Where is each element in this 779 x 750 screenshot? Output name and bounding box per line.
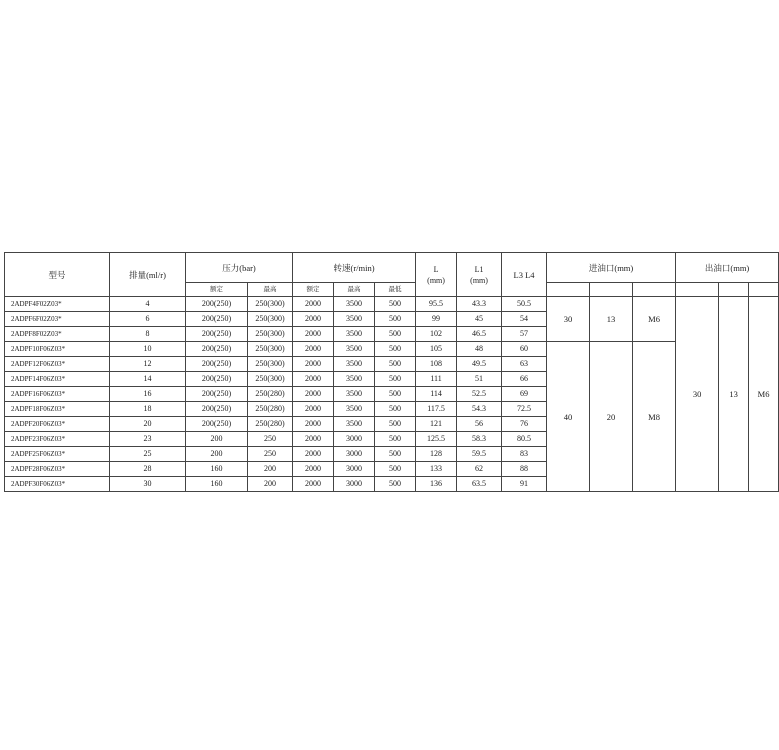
length-l-cell: 128 <box>416 447 457 462</box>
model-cell: 2ADPF20F06Z03* <box>5 417 110 432</box>
speed-min-cell: 500 <box>375 462 416 477</box>
model-cell: 2ADPF16F06Z03* <box>5 387 110 402</box>
length-l-cell: 105 <box>416 342 457 357</box>
speed-min-header: 最低 <box>375 283 416 297</box>
pressure-max-cell: 250(300) <box>248 342 293 357</box>
length-l1-cell: 46.5 <box>457 327 502 342</box>
length-l1-cell: 62 <box>457 462 502 477</box>
inlet-sub-c <box>633 283 676 297</box>
length-l1-cell: 48 <box>457 342 502 357</box>
pressure-max-cell: 250(280) <box>248 417 293 432</box>
outlet-sub-c <box>749 283 779 297</box>
speed-min-cell: 500 <box>375 342 416 357</box>
speed-max-cell: 3500 <box>334 312 375 327</box>
speed-rated-cell: 2000 <box>293 372 334 387</box>
speed-max-cell: 3500 <box>334 342 375 357</box>
pump-spec-table <box>4 252 779 492</box>
outlet-sub-b <box>719 283 749 297</box>
pressure-rated-cell: 200(250) <box>186 417 248 432</box>
length-l-cell: 136 <box>416 477 457 492</box>
length-l3l4-cell: 91 <box>502 477 547 492</box>
length-l-label: L <box>433 264 439 274</box>
pressure-max-cell: 250(300) <box>248 297 293 312</box>
length-l1-cell: 43.3 <box>457 297 502 312</box>
inlet-group2-b: 20 <box>590 342 633 492</box>
model-header: 型号 <box>5 253 110 297</box>
speed-rated-cell: 2000 <box>293 417 334 432</box>
speed-rated-header: 额定 <box>293 283 334 297</box>
length-l3l4-cell: 63 <box>502 357 547 372</box>
pressure-rated-cell: 200(250) <box>186 387 248 402</box>
speed-rated-cell: 2000 <box>293 297 334 312</box>
displacement-cell: 23 <box>110 432 186 447</box>
speed-max-cell: 3500 <box>334 357 375 372</box>
length-l-cell: 102 <box>416 327 457 342</box>
length-l-cell: 99 <box>416 312 457 327</box>
length-l3l4-cell: 66 <box>502 372 547 387</box>
pressure-rated-cell: 200(250) <box>186 402 248 417</box>
speed-max-cell: 3000 <box>334 432 375 447</box>
model-cell: 2ADPF6F02Z03* <box>5 312 110 327</box>
displacement-cell: 4 <box>110 297 186 312</box>
pressure-header: 压力(bar) <box>186 253 293 283</box>
pressure-max-cell: 200 <box>248 477 293 492</box>
model-cell: 2ADPF4F02Z03* <box>5 297 110 312</box>
pressure-max-cell: 250(300) <box>248 372 293 387</box>
length-l3l4-cell: 57 <box>502 327 547 342</box>
outlet-sub-a <box>676 283 719 297</box>
inlet-group1-thread: M6 <box>633 297 676 342</box>
pressure-max-header: 最高 <box>248 283 293 297</box>
pressure-rated-cell: 160 <box>186 462 248 477</box>
pressure-max-cell: 250(280) <box>248 402 293 417</box>
inlet-group1-b: 13 <box>590 297 633 342</box>
pressure-rated-cell: 200(250) <box>186 372 248 387</box>
length-l-cell: 117.5 <box>416 402 457 417</box>
displacement-cell: 25 <box>110 447 186 462</box>
displacement-cell: 30 <box>110 477 186 492</box>
inlet-group1-a: 30 <box>547 297 590 342</box>
length-l1-cell: 56 <box>457 417 502 432</box>
speed-max-cell: 3500 <box>334 417 375 432</box>
header-row-main <box>5 253 779 283</box>
pressure-max-cell: 250 <box>248 432 293 447</box>
speed-rated-cell: 2000 <box>293 402 334 417</box>
displacement-cell: 6 <box>110 312 186 327</box>
length-l1-cell: 63.5 <box>457 477 502 492</box>
speed-min-cell: 500 <box>375 402 416 417</box>
speed-header: 转速(r/min) <box>293 253 416 283</box>
speed-max-cell: 3500 <box>334 297 375 312</box>
displacement-cell: 12 <box>110 357 186 372</box>
speed-min-cell: 500 <box>375 327 416 342</box>
length-l1-label: L1 <box>474 264 484 274</box>
pressure-rated-cell: 200(250) <box>186 297 248 312</box>
outlet-thread: M6 <box>749 297 779 492</box>
pressure-rated-cell: 200 <box>186 447 248 462</box>
length-l-cell: 95.5 <box>416 297 457 312</box>
inlet-group2-thread: M8 <box>633 342 676 492</box>
speed-min-cell: 500 <box>375 357 416 372</box>
inlet-sub-b <box>590 283 633 297</box>
length-l3l4-cell: 80.5 <box>502 432 547 447</box>
displacement-cell: 8 <box>110 327 186 342</box>
inlet-sub-a <box>547 283 590 297</box>
displacement-cell: 28 <box>110 462 186 477</box>
length-l3l4-cell: 83 <box>502 447 547 462</box>
pressure-max-cell: 250(300) <box>248 312 293 327</box>
model-cell: 2ADPF18F06Z03* <box>5 402 110 417</box>
length-l-cell: 108 <box>416 357 457 372</box>
table-row <box>5 342 779 357</box>
speed-min-cell: 500 <box>375 432 416 447</box>
length-l-cell: 114 <box>416 387 457 402</box>
inlet-header: 进油口(mm) <box>547 253 676 283</box>
speed-min-cell: 500 <box>375 417 416 432</box>
model-cell: 2ADPF12F06Z03* <box>5 357 110 372</box>
pressure-rated-cell: 200(250) <box>186 312 248 327</box>
speed-min-cell: 500 <box>375 312 416 327</box>
length-l3l4-cell: 88 <box>502 462 547 477</box>
outlet-header: 出油口(mm) <box>676 253 779 283</box>
pressure-rated-cell: 200(250) <box>186 342 248 357</box>
speed-max-cell: 3000 <box>334 462 375 477</box>
speed-max-header: 最高 <box>334 283 375 297</box>
length-l3l4-cell: 50.5 <box>502 297 547 312</box>
speed-rated-cell: 2000 <box>293 327 334 342</box>
length-l1-unit: (mm) <box>470 275 488 285</box>
length-l1-header <box>457 253 502 297</box>
displacement-cell: 18 <box>110 402 186 417</box>
pressure-rated-header: 额定 <box>186 283 248 297</box>
length-l-header <box>416 253 457 297</box>
speed-min-cell: 500 <box>375 447 416 462</box>
length-l1-cell: 52.5 <box>457 387 502 402</box>
length-l1-cell: 45 <box>457 312 502 327</box>
length-l-unit: (mm) <box>427 275 445 285</box>
pressure-max-cell: 250(300) <box>248 357 293 372</box>
speed-min-cell: 500 <box>375 372 416 387</box>
speed-rated-cell: 2000 <box>293 357 334 372</box>
length-l1-cell: 54.3 <box>457 402 502 417</box>
length-l1-cell: 59.5 <box>457 447 502 462</box>
model-cell: 2ADPF14F06Z03* <box>5 372 110 387</box>
model-cell: 2ADPF28F06Z03* <box>5 462 110 477</box>
length-l-cell: 121 <box>416 417 457 432</box>
speed-min-cell: 500 <box>375 477 416 492</box>
length-l1-cell: 49.5 <box>457 357 502 372</box>
model-cell: 2ADPF10F06Z03* <box>5 342 110 357</box>
length-l3l4-cell: 69 <box>502 387 547 402</box>
length-l-cell: 111 <box>416 372 457 387</box>
speed-max-cell: 3500 <box>334 387 375 402</box>
speed-max-cell: 3500 <box>334 402 375 417</box>
table-row <box>5 297 779 312</box>
pressure-rated-cell: 160 <box>186 477 248 492</box>
pressure-rated-cell: 200 <box>186 432 248 447</box>
pressure-max-cell: 250 <box>248 447 293 462</box>
pressure-max-cell: 250(280) <box>248 387 293 402</box>
length-l3l4-cell: 54 <box>502 312 547 327</box>
speed-rated-cell: 2000 <box>293 387 334 402</box>
length-l1-cell: 58.3 <box>457 432 502 447</box>
speed-rated-cell: 2000 <box>293 342 334 357</box>
speed-max-cell: 3500 <box>334 327 375 342</box>
model-cell: 2ADPF8F02Z03* <box>5 327 110 342</box>
length-l-cell: 125.5 <box>416 432 457 447</box>
speed-max-cell: 3000 <box>334 447 375 462</box>
displacement-cell: 20 <box>110 417 186 432</box>
length-l3l4-cell: 72.5 <box>502 402 547 417</box>
speed-rated-cell: 2000 <box>293 477 334 492</box>
displacement-cell: 10 <box>110 342 186 357</box>
speed-rated-cell: 2000 <box>293 462 334 477</box>
outlet-a: 30 <box>676 297 719 492</box>
displacement-cell: 16 <box>110 387 186 402</box>
outlet-b: 13 <box>719 297 749 492</box>
length-l1-cell: 51 <box>457 372 502 387</box>
speed-rated-cell: 2000 <box>293 312 334 327</box>
pressure-rated-cell: 200(250) <box>186 357 248 372</box>
speed-min-cell: 500 <box>375 297 416 312</box>
speed-max-cell: 3000 <box>334 477 375 492</box>
pressure-max-cell: 250(300) <box>248 327 293 342</box>
speed-max-cell: 3500 <box>334 372 375 387</box>
model-cell: 2ADPF25F06Z03* <box>5 447 110 462</box>
pressure-max-cell: 200 <box>248 462 293 477</box>
length-l-cell: 133 <box>416 462 457 477</box>
model-cell: 2ADPF23F06Z03* <box>5 432 110 447</box>
pressure-rated-cell: 200(250) <box>186 327 248 342</box>
displacement-header: 排量(ml/r) <box>110 253 186 297</box>
speed-min-cell: 500 <box>375 387 416 402</box>
length-l3l4-header: L3 L4 <box>502 253 547 297</box>
speed-rated-cell: 2000 <box>293 432 334 447</box>
length-l3l4-cell: 76 <box>502 417 547 432</box>
model-cell: 2ADPF30F06Z03* <box>5 477 110 492</box>
inlet-group2-a: 40 <box>547 342 590 492</box>
length-l3l4-cell: 60 <box>502 342 547 357</box>
displacement-cell: 14 <box>110 372 186 387</box>
speed-rated-cell: 2000 <box>293 447 334 462</box>
